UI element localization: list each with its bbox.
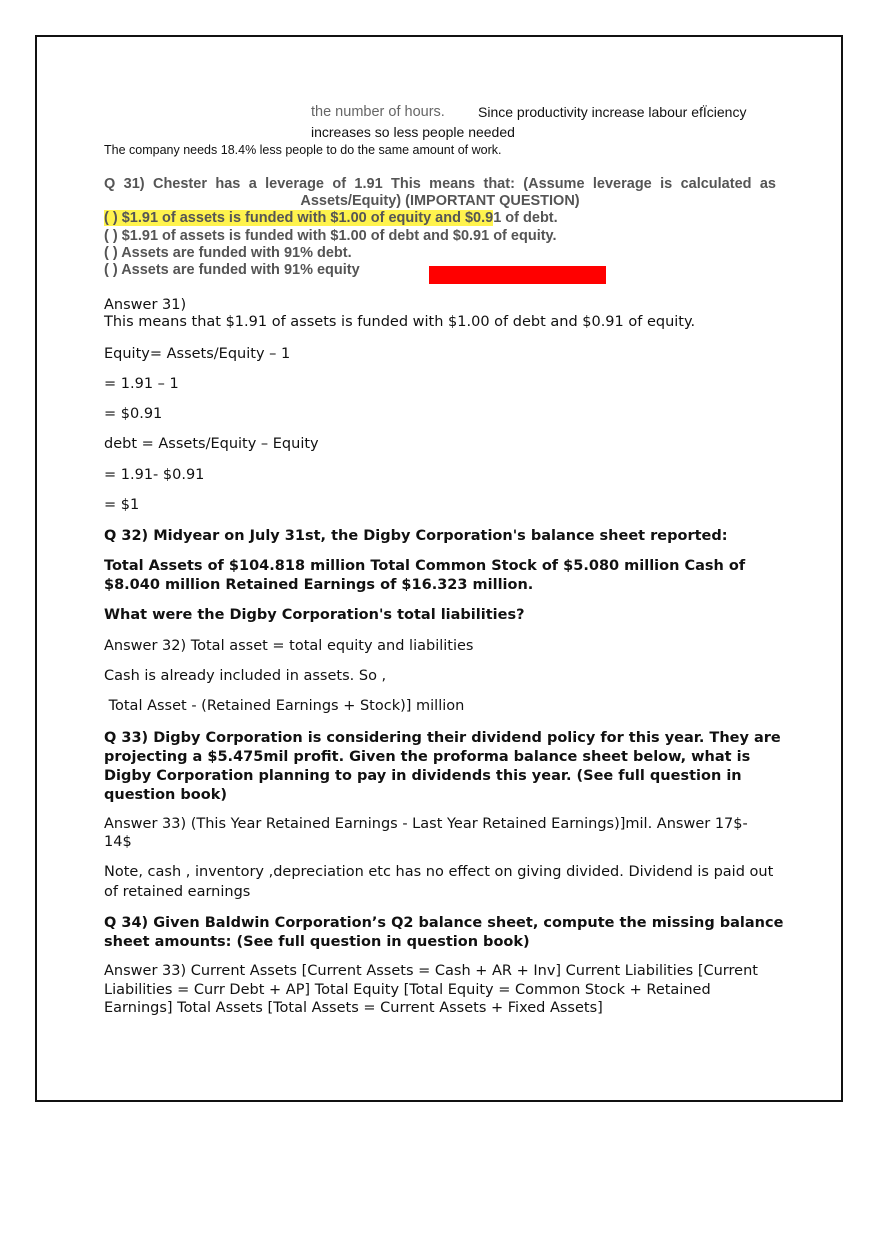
top-line1-left: the number of hours. <box>311 104 445 120</box>
q31-calc-5: = 1.91- $0.91 <box>104 467 205 483</box>
q32-details-line2: $8.040 million Retained Earnings of $16.323 million. <box>104 577 534 593</box>
q34-answer-line1: Answer 33) Current Assets [Current Assets = Cash + AR + Inv] Current Liabilities [Current <box>104 963 758 979</box>
q31-calc-2: = 1.91 – 1 <box>104 376 179 392</box>
q34-answer-line3: Earnings] Total Assets [Total Assets = Current Assets + Fixed Assets] <box>104 1000 603 1016</box>
q33-note-line2: of retained earnings <box>104 884 251 900</box>
q32-answer: Answer 32) Total asset = total equity and liabilities <box>104 638 474 654</box>
q33-answer-line1: Answer 33) (This Year Retained Earnings - Last Year Retained Earnings)]mil. Answer 17$- <box>104 816 748 832</box>
q33-question-line2: projecting a $5.475mil profit. Given the proforma balance sheet below, what is <box>104 749 751 765</box>
q32-formula: Total Asset - (Retained Earnings + Stock)] million <box>104 698 465 714</box>
q31-calc-4: debt = Assets/Equity – Equity <box>104 436 319 452</box>
q31-calc-6: = $1 <box>104 497 140 513</box>
q33-question-line1: Q 33) Digby Corporation is considering their dividend policy for this year. They are <box>104 730 781 746</box>
q33-question-line3: Digby Corporation planning to pay in dividends this year. (See full question in <box>104 768 742 784</box>
q34-question-line2: sheet amounts: (See full question in question book) <box>104 934 530 950</box>
q31-answer-text: This means that $1.91 of assets is funded with $1.00 of debt and $0.91 of equity. <box>104 314 696 330</box>
q31-calc-3: = $0.91 <box>104 406 163 422</box>
q31-option-1[interactable]: ( ) $1.91 of assets is funded with $1.00 of equity and $0.91 of debt. <box>104 210 558 226</box>
q33-answer-line2: 14$ <box>104 834 132 850</box>
q34-question-line1: Q 34) Given Baldwin Corporation’s Q2 balance sheet, compute the missing balance <box>104 915 784 931</box>
q31-question-line1: Q 31) Chester has a leverage of 1.91 This means that: (Assume leverage is calculated as <box>104 176 776 192</box>
q32-details-line1: Total Assets of $104.818 million Total Common Stock of $5.080 million Cash of <box>104 558 746 574</box>
q32-sub-question: What were the Digby Corporation's total liabilities? <box>104 607 525 623</box>
q31-option-1-highlight: ( ) $1.91 of assets is funded with $1.00 of equity and $0.9 <box>104 210 494 226</box>
q31-option-4[interactable]: ( ) Assets are funded with 91% equity <box>104 262 360 278</box>
q31-option-2[interactable]: ( ) $1.91 of assets is funded with $1.00 of debt and $0.91 of equity. <box>104 228 557 244</box>
q34-answer-line2: Liabilities = Curr Debt + AP] Total Equity [Total Equity = Common Stock + Retained <box>104 982 711 998</box>
q33-question-line4: question book) <box>104 787 227 803</box>
q31-option-3[interactable]: ( ) Assets are funded with 91% debt. <box>104 245 352 261</box>
q33-note-line1: Note, cash , inventory ,depreciation etc has no effect on giving divided. Dividend is paid out <box>104 864 774 880</box>
redaction-box <box>429 266 606 284</box>
q31-calc-1: Equity= Assets/Equity – 1 <box>104 346 291 362</box>
q31-question-line2: Assets/Equity) (IMPORTANT QUESTION) <box>300 193 580 209</box>
q31-answer-label: Answer 31) <box>104 297 187 313</box>
q32-question: Q 32) Midyear on July 31st, the Digby Corporation's balance sheet reported: <box>104 528 728 544</box>
top-line2: increases so less people needed <box>311 124 515 140</box>
top-line1-right: Since productivity increase labour efÏciency <box>478 104 747 120</box>
q32-note: Cash is already included in assets. So , <box>104 668 387 684</box>
top-line3: The company needs 18.4% less people to do the same amount of work. <box>104 143 502 157</box>
